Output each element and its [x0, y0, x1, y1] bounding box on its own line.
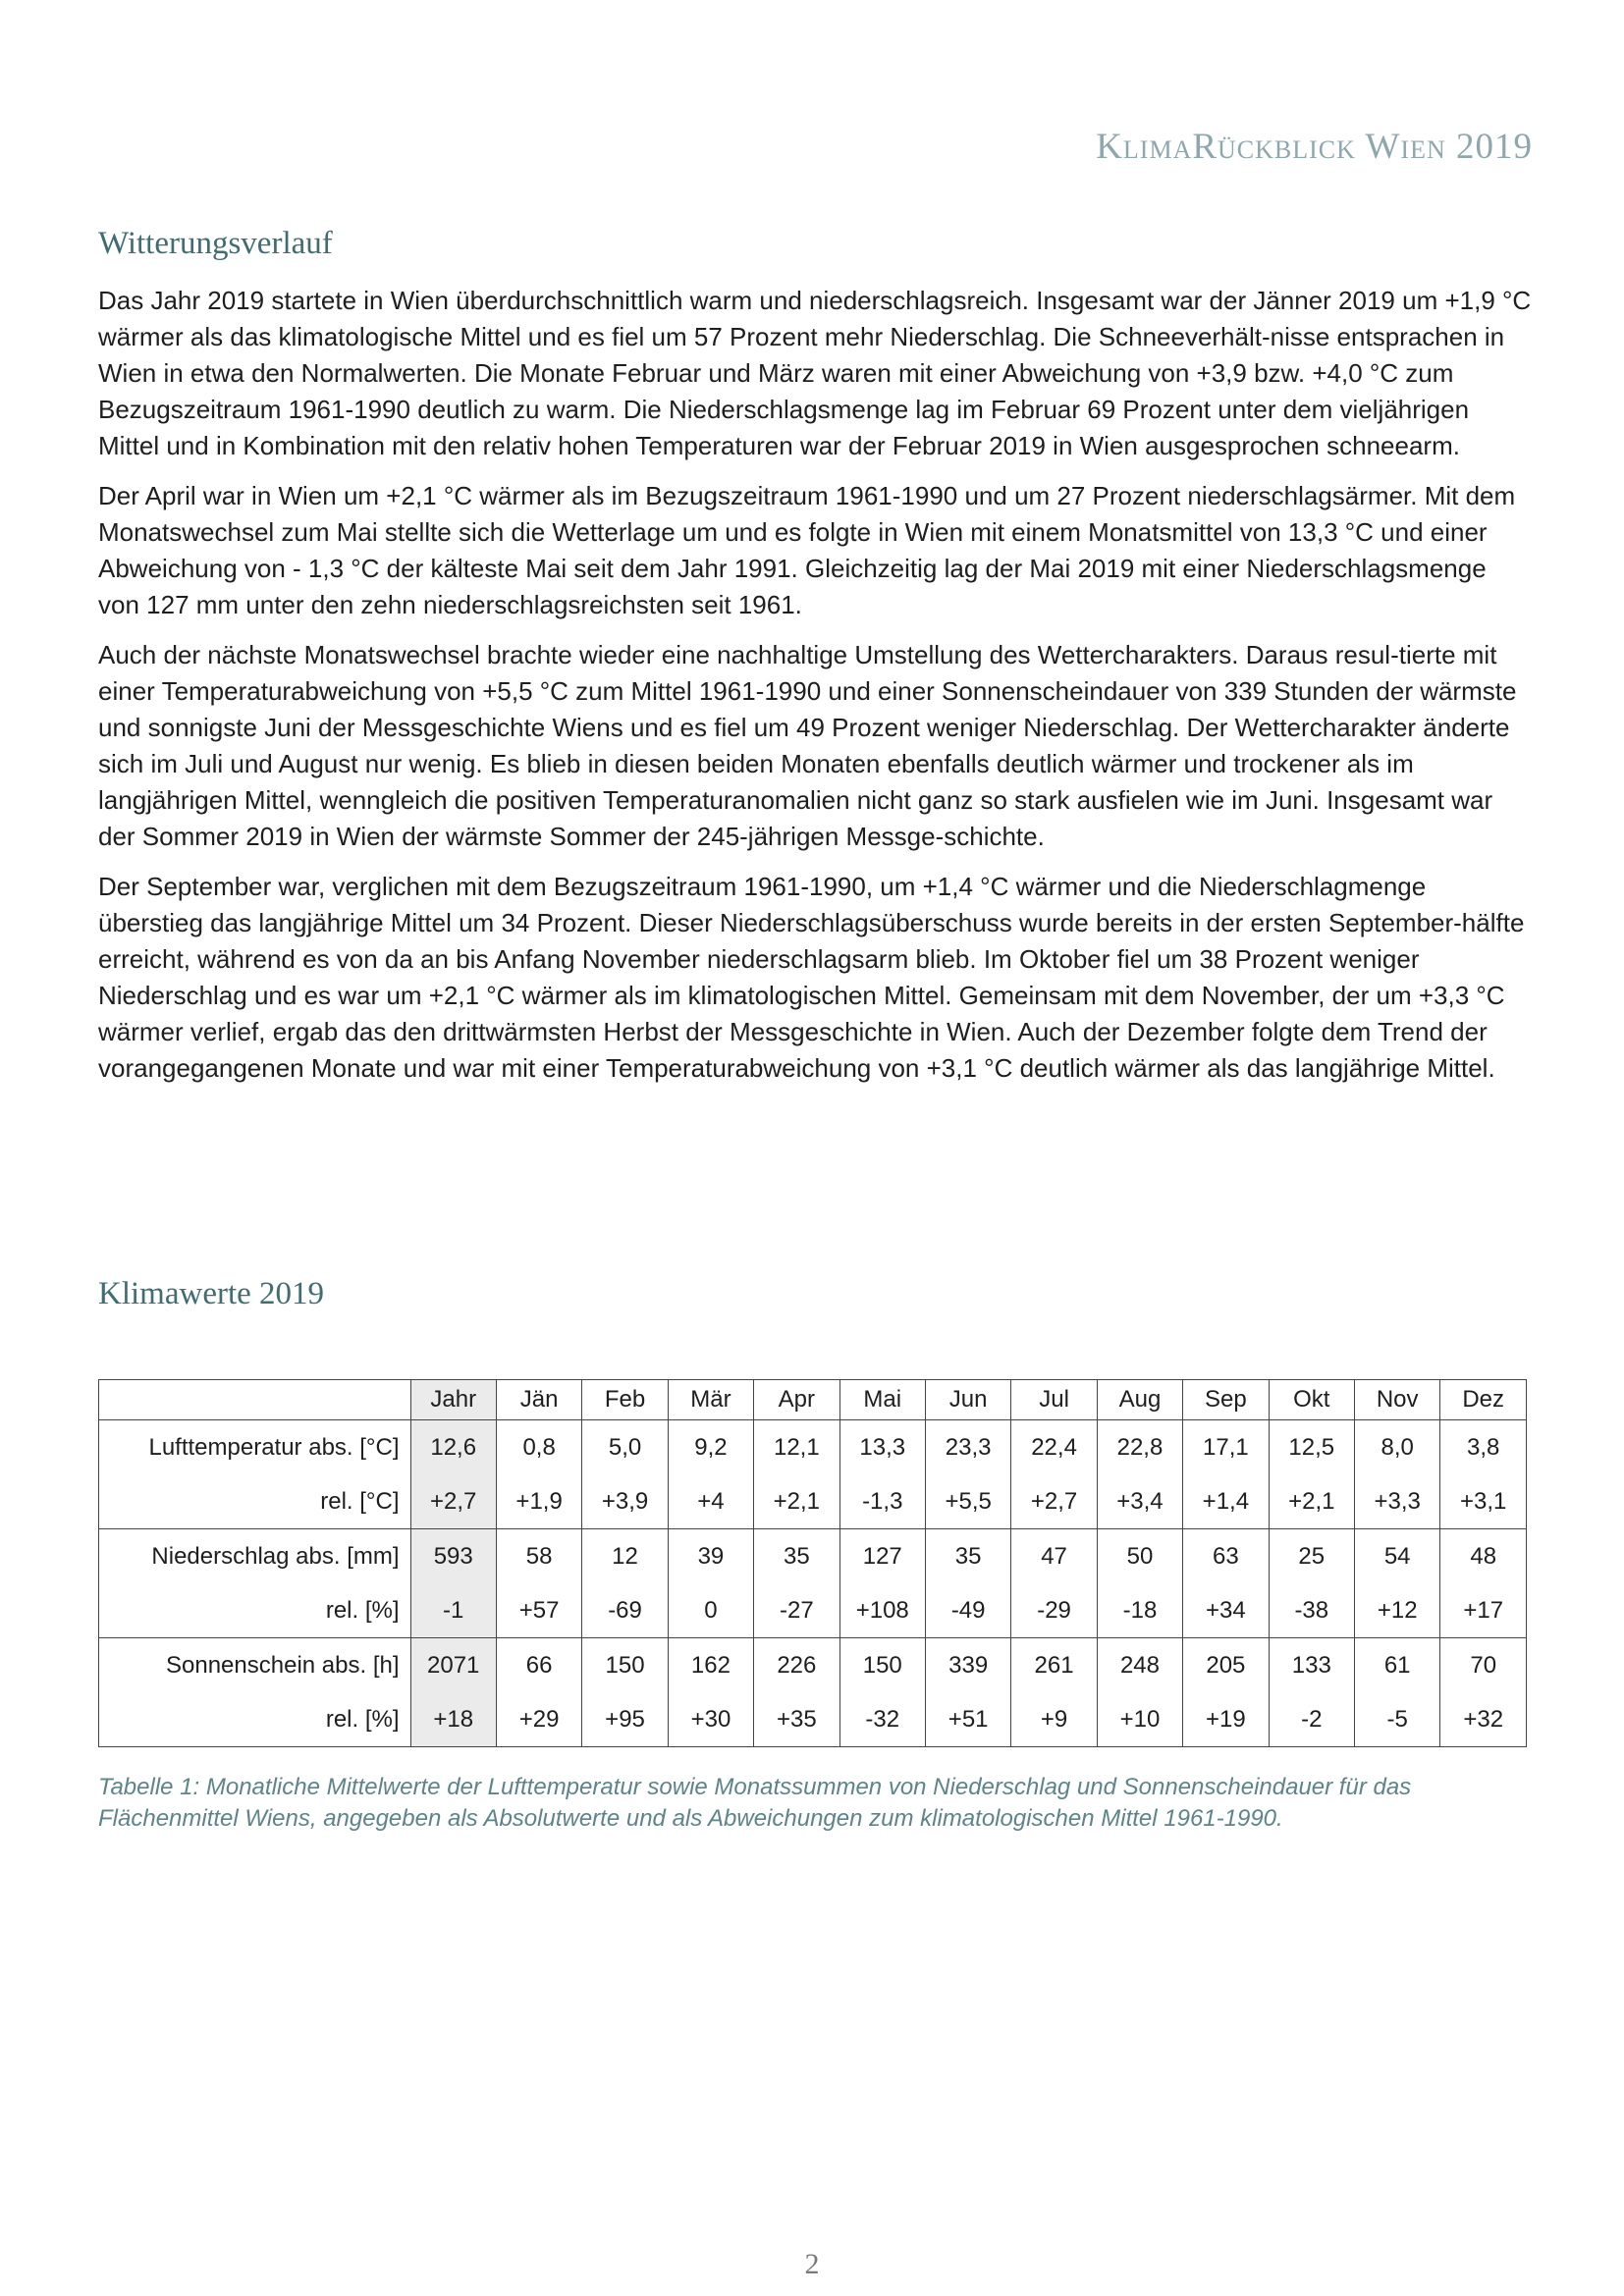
- paragraph: Das Jahr 2019 startete in Wien überdurchschnittlich warm und niederschlagsreich. Insgesamt war der Jänner 2019 um +1,9 °C wärmer als das klimatologische Mittel und es fiel um 57 Prozent mehr Niederschlag. Die Schneeverhält-nisse entsprachen in Wien in etwa den Normalwerten. Die Monate Februar und März waren mit einer Abweichung von +3,9 bzw. +4,0 °C zum Bezugszeitraum 1961-1990 deutlich zu warm. Die Niederschlagsmenge lag im Februar 69 Prozent unter dem vieljährigen Mittel und in Kombination mit den relativ hohen Temperaturen war der Februar 2019 in Wien ausgesprochen schneearm.: [98, 286, 1532, 460]
- column-header: Okt: [1269, 1380, 1354, 1420]
- table-corner-cell: [99, 1380, 411, 1420]
- table-row: [99, 1583, 1527, 1638]
- column-header: Mär: [668, 1380, 753, 1420]
- paragraph: Der September war, verglichen mit dem Bezugszeitraum 1961-1990, um +1,4 °C wärmer und die Niederschlagmenge überstieg das langjährige Mittel um 34 Prozent. Dieser Niederschlagsüberschuss wurde bereits in der ersten September-hälfte erreicht, während es von da an bis Anfang November niederschlagsarm blieb. Im Oktober fiel um 38 Prozent weniger Niederschlag und es war um +2,1 °C wärmer als im klimatologischen Mittel. Gemeinsam mit dem November, der um +3,3 °C wärmer verlief, ergab das den drittwärmsten Herbst der Messgeschichte in Wien. Auch der Dezember folgte dem Trend der vorangegangenen Monate und war mit einer Temperaturabweichung von +3,1 °C deutlich wärmer als das langjährige Mittel.: [98, 872, 1525, 1083]
- paragraph: Der April war in Wien um +2,1 °C wärmer als im Bezugszeitraum 1961-1990 und um 27 Prozent niederschlagsärmer. Mit dem Monatswechsel zum Mai stellte sich die Wetterlage um und es folgte in Wien mit einem Monatsmittel von 13,3 °C und einer Abweichung von - 1,3 °C der kälteste Mai seit dem Jahr 1991. Gleichzeitig lag der Mai 2019 mit einer Niederschlagsmenge von 127 mm unter den zehn niederschlagsreichsten seit 1961.: [98, 481, 1516, 619]
- table-cell: 22,4: [1011, 1420, 1097, 1475]
- table-cell: +34: [1183, 1583, 1269, 1638]
- table-cell: 39: [668, 1529, 753, 1584]
- climate-table: [98, 1379, 1527, 1747]
- table-cell: -2: [1269, 1692, 1354, 1747]
- column-header: Nov: [1354, 1380, 1439, 1420]
- table-cell: +35: [754, 1692, 839, 1747]
- table-cell: 35: [925, 1529, 1010, 1584]
- table-row: [99, 1692, 1527, 1747]
- table-cell: 50: [1097, 1529, 1182, 1584]
- table-cell: 127: [839, 1529, 925, 1584]
- table-cell: -32: [839, 1692, 925, 1747]
- table-cell: +95: [582, 1692, 668, 1747]
- section-title-witterungsverlauf: Witterungsverlauf: [98, 226, 333, 261]
- table-cell: +5,5: [925, 1474, 1010, 1529]
- column-header: Jän: [496, 1380, 581, 1420]
- running-header: KlimaRückblick Wien 2019: [1096, 127, 1533, 167]
- table-cell: 2071: [410, 1638, 496, 1693]
- row-label: rel. [%]: [99, 1692, 411, 1747]
- column-header: Dez: [1440, 1380, 1527, 1420]
- table-cell: 226: [754, 1638, 839, 1693]
- table-cell: 150: [839, 1638, 925, 1693]
- table-cell: 9,2: [668, 1420, 753, 1475]
- table-cell: 12,5: [1269, 1420, 1354, 1475]
- table-cell: 339: [925, 1638, 1010, 1693]
- table-cell: +108: [839, 1583, 925, 1638]
- table-cell: 5,0: [582, 1420, 668, 1475]
- section-title-klimawerte: Klimawerte 2019: [98, 1276, 325, 1311]
- table-cell: +2,1: [1269, 1474, 1354, 1529]
- column-header: Jahr: [410, 1380, 496, 1420]
- table-cell: 66: [496, 1638, 581, 1693]
- table-cell: -1: [410, 1583, 496, 1638]
- table-cell: +3,4: [1097, 1474, 1182, 1529]
- column-header: Sep: [1183, 1380, 1269, 1420]
- table-cell: 61: [1354, 1638, 1439, 1693]
- table-header-row: [99, 1380, 1527, 1420]
- table-cell: 48: [1440, 1529, 1527, 1584]
- row-label: rel. [%]: [99, 1583, 411, 1638]
- table-cell: +3,1: [1440, 1474, 1527, 1529]
- table-cell: 205: [1183, 1638, 1269, 1693]
- table-cell: 248: [1097, 1638, 1182, 1693]
- table-row: [99, 1638, 1527, 1693]
- table-cell: +10: [1097, 1692, 1182, 1747]
- table-cell: 162: [668, 1638, 753, 1693]
- table-cell: 12,1: [754, 1420, 839, 1475]
- table-cell: 47: [1011, 1529, 1097, 1584]
- table-cell: 22,8: [1097, 1420, 1182, 1475]
- table-cell: +32: [1440, 1692, 1527, 1747]
- table-cell: 70: [1440, 1638, 1527, 1693]
- column-header: Apr: [754, 1380, 839, 1420]
- row-label: Sonnenschein abs. [h]: [99, 1638, 411, 1693]
- table-cell: 54: [1354, 1529, 1439, 1584]
- table-row: [99, 1529, 1527, 1584]
- table-cell: -29: [1011, 1583, 1097, 1638]
- table-cell: +19: [1183, 1692, 1269, 1747]
- table-cell: 23,3: [925, 1420, 1010, 1475]
- page-number: 2: [804, 2248, 820, 2280]
- row-label: rel. [°C]: [99, 1474, 411, 1529]
- table-cell: 25: [1269, 1529, 1354, 1584]
- column-header: Jun: [925, 1380, 1010, 1420]
- table-cell: 0,8: [496, 1420, 581, 1475]
- table-cell: +4: [668, 1474, 753, 1529]
- table-cell: 3,8: [1440, 1420, 1527, 1475]
- table-cell: +2,1: [754, 1474, 839, 1529]
- row-label: Niederschlag abs. [mm]: [99, 1529, 411, 1584]
- table-cell: +9: [1011, 1692, 1097, 1747]
- table-cell: -69: [582, 1583, 668, 1638]
- table-cell: -49: [925, 1583, 1010, 1638]
- column-header: Feb: [582, 1380, 668, 1420]
- table-cell: +2,7: [1011, 1474, 1097, 1529]
- table-cell: 261: [1011, 1638, 1097, 1693]
- table-cell: 12: [582, 1529, 668, 1584]
- table-cell: 13,3: [839, 1420, 925, 1475]
- body-text: [98, 283, 1534, 1100]
- table-cell: 63: [1183, 1529, 1269, 1584]
- table-cell: 12,6: [410, 1420, 496, 1475]
- table-cell: +2,7: [410, 1474, 496, 1529]
- table-cell: +1,9: [496, 1474, 581, 1529]
- table-cell: +17: [1440, 1583, 1527, 1638]
- table-cell: -5: [1354, 1692, 1439, 1747]
- table-cell: -38: [1269, 1583, 1354, 1638]
- table-cell: 0: [668, 1583, 753, 1638]
- table-cell: 8,0: [1354, 1420, 1439, 1475]
- table-cell: -1,3: [839, 1474, 925, 1529]
- table-caption: Tabelle 1: Monatliche Mittelwerte der Lufttemperatur sowie Monatssummen von Niederschlag und Sonnenscheindauer für das Flächenmittel Wiens, angegeben als Absolutwerte und als Abweichungen zum klimatologischen Mittel 1961-1990.: [98, 1774, 1412, 1832]
- table-cell: 593: [410, 1529, 496, 1584]
- column-header: Aug: [1097, 1380, 1182, 1420]
- table-cell: +18: [410, 1692, 496, 1747]
- table-cell: +57: [496, 1583, 581, 1638]
- table-cell: +30: [668, 1692, 753, 1747]
- table-cell: 58: [496, 1529, 581, 1584]
- table-cell: 17,1: [1183, 1420, 1269, 1475]
- table-cell: +1,4: [1183, 1474, 1269, 1529]
- table-cell: -27: [754, 1583, 839, 1638]
- table-cell: 35: [754, 1529, 839, 1584]
- row-label: Lufttemperatur abs. [°C]: [99, 1420, 411, 1475]
- table-row: [99, 1420, 1527, 1475]
- table-cell: +3,9: [582, 1474, 668, 1529]
- table-cell: 133: [1269, 1638, 1354, 1693]
- column-header: Mai: [839, 1380, 925, 1420]
- table-cell: 150: [582, 1638, 668, 1693]
- column-header: Jul: [1011, 1380, 1097, 1420]
- paragraph: Auch der nächste Monatswechsel brachte wieder eine nachhaltige Umstellung des Wettercharakters. Daraus resul-tierte mit einer Temperaturabweichung von +5,5 °C zum Mittel 1961-1990 und einer Sonnenscheindauer von 339 Stunden der wärmste und sonnigste Juni der Messgeschichte Wiens und es fiel um 49 Prozent weniger Niederschlag. Der Wettercharakter änderte sich im Juli und August nur wenig. Es blieb in diesen beiden Monaten ebenfalls deutlich wärmer und trockener als im langjährigen Mittel, wenngleich die positiven Temperaturanomalien nicht ganz so stark ausfielen wie im Juni. Insgesamt war der Sommer 2019 in Wien der wärmste Sommer der 245-jährigen Messge-schichte.: [98, 640, 1517, 851]
- table-cell: +29: [496, 1692, 581, 1747]
- table-row: [99, 1474, 1527, 1529]
- table-cell: +3,3: [1354, 1474, 1439, 1529]
- table-cell: +51: [925, 1692, 1010, 1747]
- table-cell: -18: [1097, 1583, 1182, 1638]
- table-cell: +12: [1354, 1583, 1439, 1638]
